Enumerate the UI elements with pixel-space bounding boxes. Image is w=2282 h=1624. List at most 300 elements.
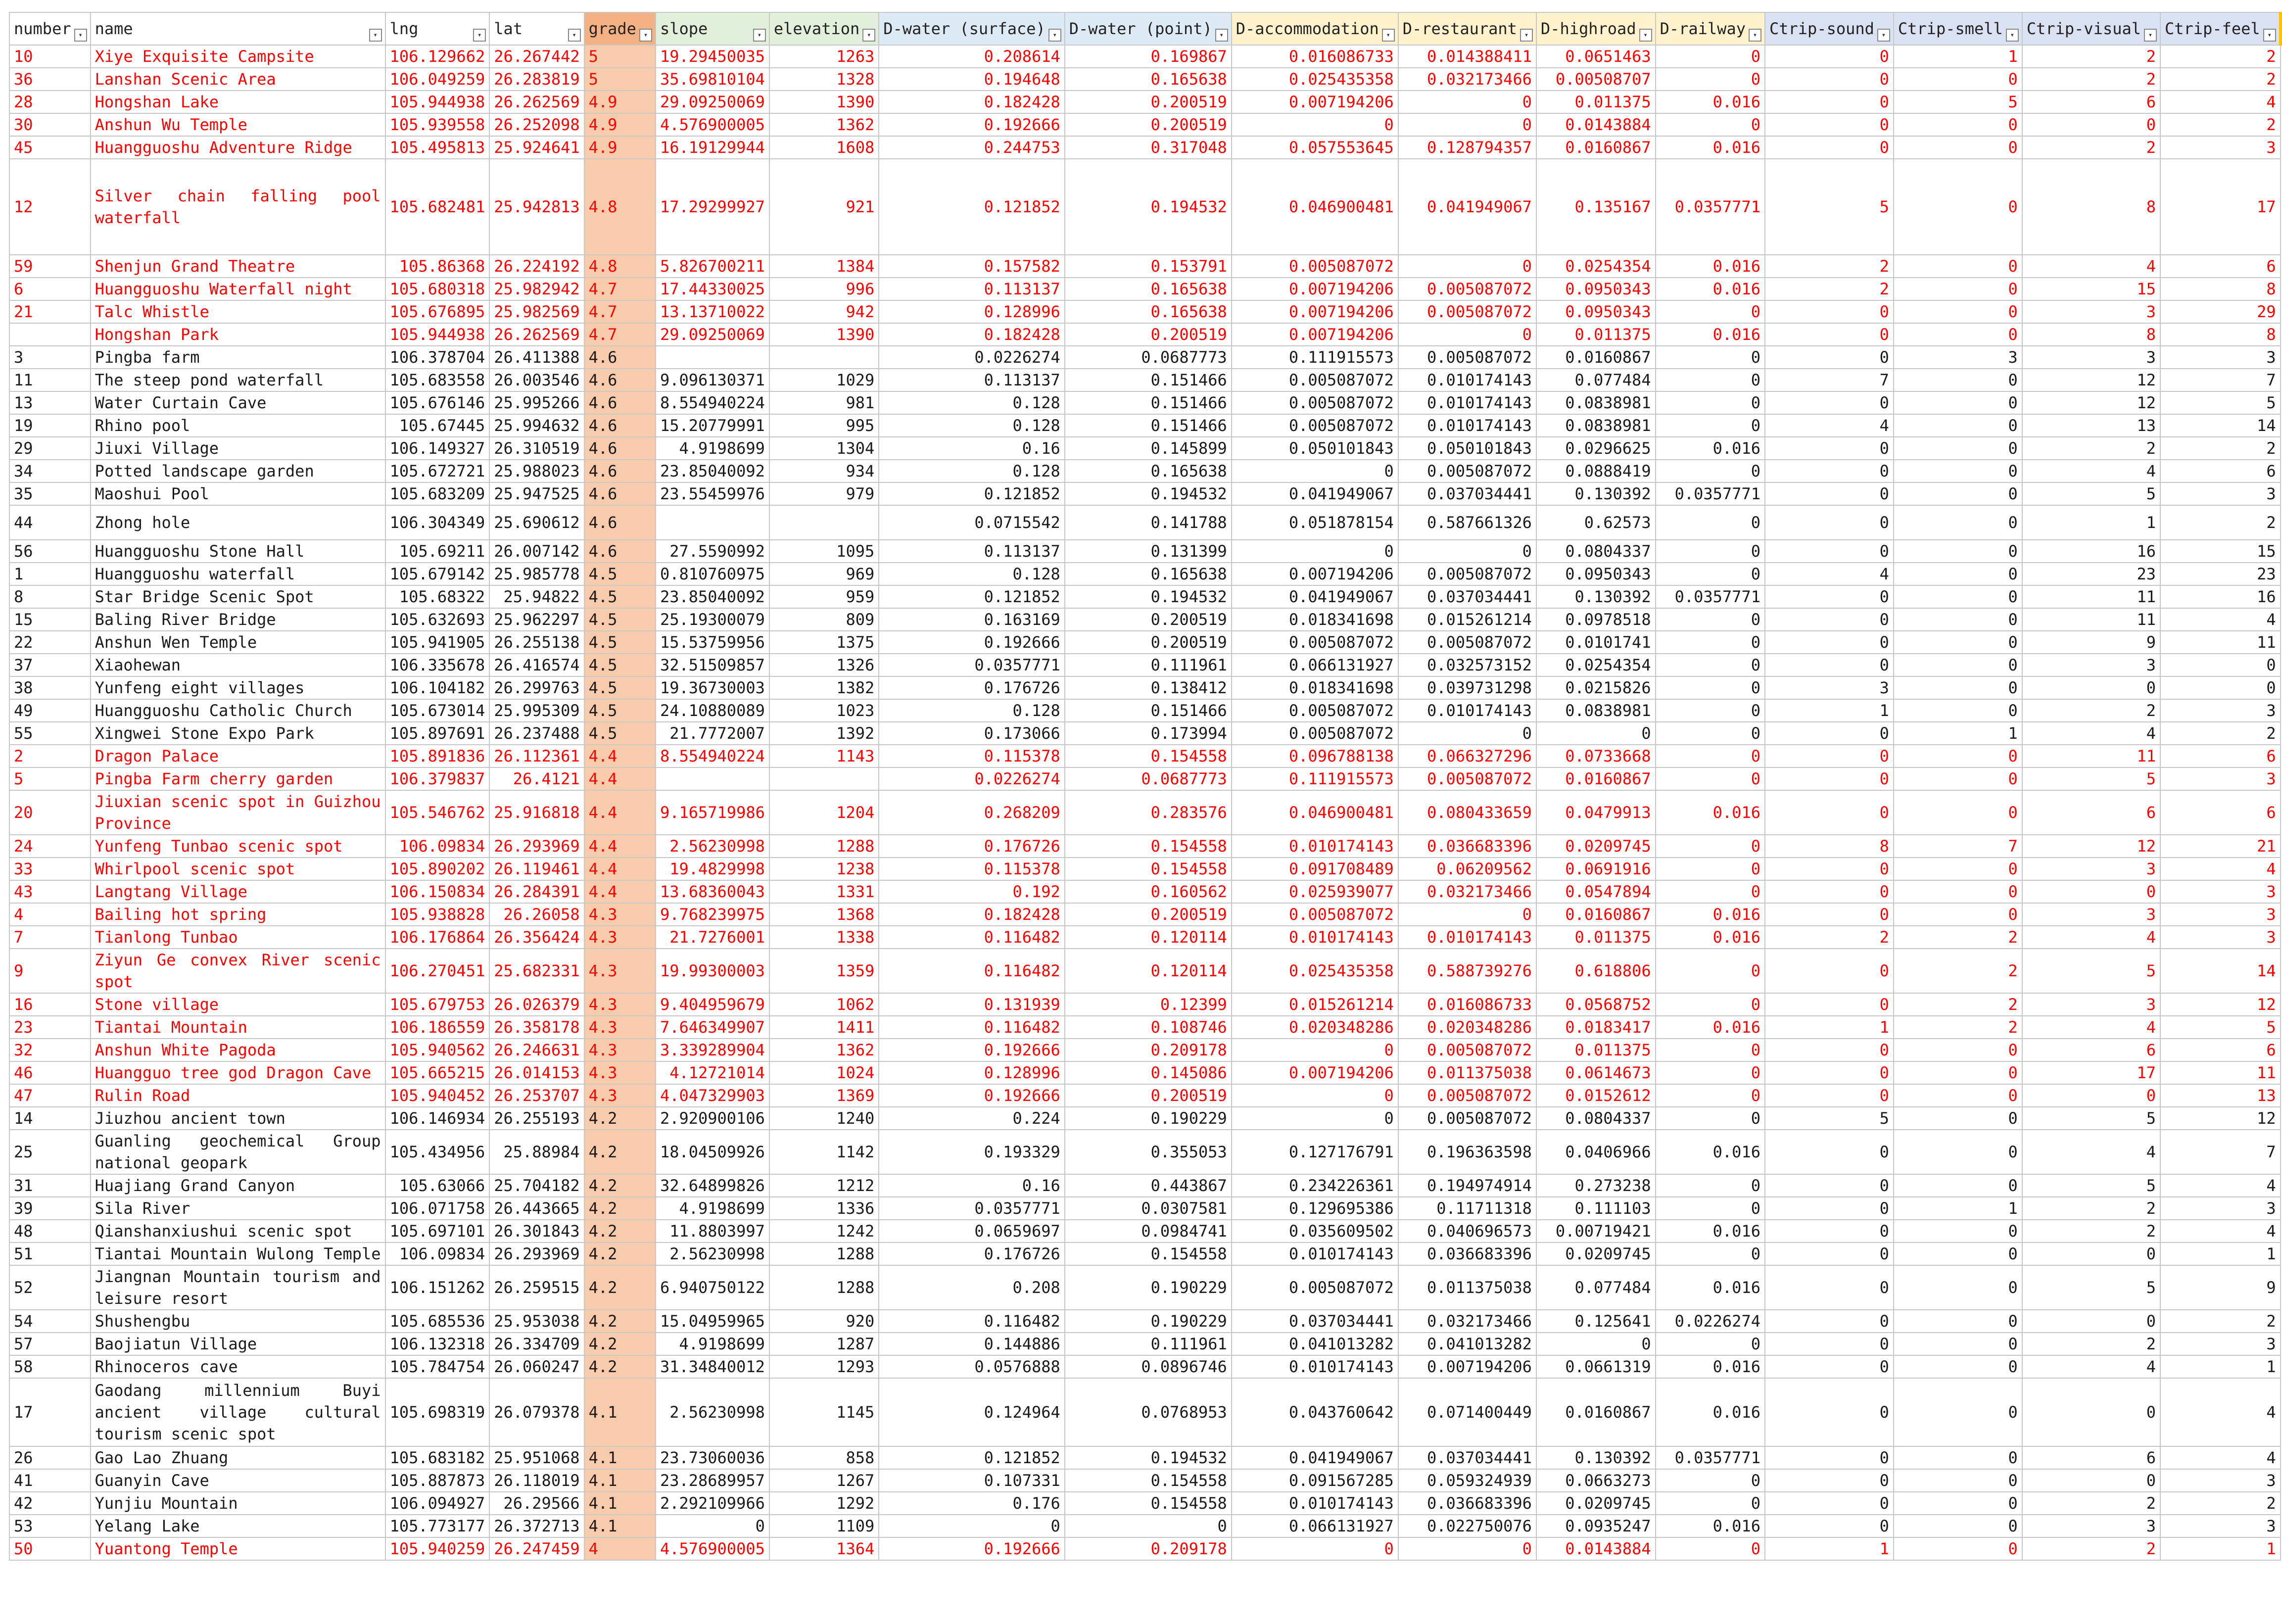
table-cell[interactable]: 0.032173466 — [1398, 880, 1536, 903]
table-cell[interactable]: 0.0160867 — [1536, 1378, 1656, 1446]
filter-dropdown-icon[interactable] — [1048, 29, 1061, 42]
table-cell[interactable]: 0.005087072 — [1398, 631, 1536, 654]
table-cell[interactable]: 0 — [1656, 1061, 1765, 1084]
table-cell[interactable]: 12 — [2022, 391, 2160, 414]
table-cell[interactable]: 0.041949067 — [1232, 1446, 1398, 1469]
table-cell[interactable]: 0.0984741 — [1065, 1220, 1232, 1242]
table-cell[interactable]: 0 — [1765, 460, 1894, 482]
table-cell[interactable]: 7 — [9, 926, 91, 949]
table-cell[interactable]: 0 — [1894, 858, 2022, 880]
table-cell[interactable]: 105.938828 — [385, 903, 490, 926]
table-cell[interactable]: 0.005087072 — [1232, 369, 1398, 391]
table-cell[interactable]: 1 — [2160, 1537, 2281, 1560]
table-cell[interactable]: 0 — [1894, 278, 2022, 300]
table-cell[interactable]: 31 — [9, 1174, 91, 1197]
table-cell[interactable]: 0.111961 — [1065, 654, 1232, 676]
table-cell[interactable]: 26.119461 — [489, 858, 584, 880]
table-cell[interactable]: 4.576900005 — [656, 113, 769, 136]
table-cell[interactable]: 0.032573152 — [1398, 654, 1536, 676]
table-cell[interactable]: 0.115378 — [879, 858, 1065, 880]
table-cell[interactable]: 0 — [1894, 1515, 2022, 1537]
table-cell[interactable]: 11 — [2160, 631, 2281, 654]
table-cell[interactable]: 4.5 — [584, 676, 656, 699]
table-cell[interactable]: 0.194532 — [1065, 1446, 1232, 1469]
table-cell[interactable]: 4.2 — [584, 1242, 656, 1265]
table-cell[interactable]: 0 — [1894, 369, 2022, 391]
table-cell[interactable]: 105.665215 — [385, 1061, 490, 1084]
table-cell[interactable]: 4.3 — [584, 926, 656, 949]
table-cell[interactable]: 0.0296625 — [1536, 437, 1656, 460]
table-cell[interactable]: 0 — [1656, 1107, 1765, 1130]
table-cell[interactable]: 0.0160867 — [1536, 346, 1656, 369]
table-cell[interactable]: 23.73060036 — [656, 1446, 769, 1469]
table-cell[interactable]: 0.037034441 — [1232, 1310, 1398, 1333]
table-cell[interactable]: 5 — [2022, 1107, 2160, 1130]
table-cell[interactable]: 0 — [1765, 346, 1894, 369]
table-cell[interactable]: 0.244753 — [879, 136, 1065, 159]
table-cell[interactable]: 4 — [2022, 460, 2160, 482]
table-cell[interactable]: 7 — [1894, 835, 2022, 858]
table-cell[interactable]: 4.2 — [584, 1333, 656, 1355]
table-cell[interactable]: 0.154558 — [1065, 835, 1232, 858]
table-cell[interactable]: 4.9198699 — [656, 1197, 769, 1220]
table-cell[interactable]: 0 — [1656, 608, 1765, 631]
table-cell[interactable]: 26.246631 — [489, 1039, 584, 1061]
table-cell[interactable]: 0 — [1765, 790, 1894, 835]
table-cell[interactable]: 1288 — [769, 1265, 879, 1310]
table-cell[interactable]: 0.010174143 — [1232, 1242, 1398, 1265]
table-cell[interactable]: 1362 — [769, 1039, 879, 1061]
table-cell[interactable]: 1238 — [769, 858, 879, 880]
table-cell[interactable]: 0.010174143 — [1232, 926, 1398, 949]
table-cell[interactable]: 25.995309 — [489, 699, 584, 722]
table-cell[interactable]: 5 — [2160, 391, 2281, 414]
table-cell[interactable]: Huangguoshu Adventure Ridge — [91, 136, 385, 159]
table-cell[interactable]: 29.09250069 — [656, 91, 769, 113]
table-cell[interactable]: Silver chain falling pool waterfall — [91, 159, 385, 255]
table-cell[interactable]: 17.44330025 — [656, 278, 769, 300]
table-cell[interactable]: Potted landscape garden — [91, 460, 385, 482]
table-cell[interactable]: 19.4829998 — [656, 858, 769, 880]
table-cell[interactable]: 0.154558 — [1065, 745, 1232, 767]
table-cell[interactable]: 0 — [1536, 722, 1656, 745]
table-cell[interactable]: 3 — [2160, 767, 2281, 790]
table-cell[interactable]: 0.194532 — [1065, 159, 1232, 255]
table-cell[interactable]: 1390 — [769, 91, 879, 113]
table-cell[interactable]: 0.011375 — [1536, 323, 1656, 346]
table-cell[interactable]: 105.683182 — [385, 1446, 490, 1469]
column-header[interactable] — [584, 12, 656, 45]
table-cell[interactable]: 0.138412 — [1065, 676, 1232, 699]
table-cell[interactable]: 0.443867 — [1065, 1174, 1232, 1197]
table-cell[interactable]: 0.111915573 — [1232, 767, 1398, 790]
table-cell[interactable]: 21 — [2160, 835, 2281, 858]
table-cell[interactable]: 4 — [1765, 563, 1894, 585]
table-cell[interactable]: 17.29299927 — [656, 159, 769, 255]
table-cell[interactable]: 3 — [2160, 926, 2281, 949]
table-cell[interactable]: 105.698319 — [385, 1378, 490, 1446]
table-cell[interactable]: 106.378704 — [385, 346, 490, 369]
table-cell[interactable]: 19.99300003 — [656, 949, 769, 993]
table-cell[interactable]: 0 — [1398, 540, 1536, 563]
table-cell[interactable]: 0.010174143 — [1232, 835, 1398, 858]
table-cell[interactable]: 1 — [2160, 1355, 2281, 1378]
table-cell[interactable]: 0 — [1765, 68, 1894, 91]
table-cell[interactable]: 9.404959679 — [656, 993, 769, 1016]
table-cell[interactable]: 36 — [9, 68, 91, 91]
table-cell[interactable]: 0 — [1765, 1265, 1894, 1310]
table-cell[interactable]: 4.9 — [584, 113, 656, 136]
filter-dropdown-icon[interactable] — [2006, 29, 2019, 42]
table-cell[interactable]: 0.0663273 — [1536, 1469, 1656, 1492]
table-cell[interactable]: 0 — [1894, 1469, 2022, 1492]
table-cell[interactable]: 0.0978518 — [1536, 608, 1656, 631]
table-cell[interactable]: 3 — [2160, 1469, 2281, 1492]
table-cell[interactable]: 0.0406966 — [1536, 1130, 1656, 1174]
table-cell[interactable]: 0 — [1656, 300, 1765, 323]
table-cell[interactable]: 23 — [2022, 563, 2160, 585]
table-cell[interactable]: 0 — [1765, 949, 1894, 993]
table-cell[interactable]: 0.12399 — [1065, 993, 1232, 1016]
table-cell[interactable]: 26.007142 — [489, 540, 584, 563]
table-cell[interactable]: 1 — [1765, 1016, 1894, 1039]
column-header[interactable] — [1065, 12, 1232, 45]
table-cell[interactable]: 4.6 — [584, 505, 656, 540]
table-cell[interactable]: 26.259515 — [489, 1265, 584, 1310]
table-cell[interactable]: 16 — [2160, 585, 2281, 608]
table-cell[interactable]: 0.0838981 — [1536, 699, 1656, 722]
table-cell[interactable]: Sila River — [91, 1197, 385, 1220]
table-cell[interactable]: 0.005087072 — [1398, 1039, 1536, 1061]
table-cell[interactable]: 15.53759956 — [656, 631, 769, 654]
filter-dropdown-icon[interactable] — [1382, 29, 1395, 42]
table-cell[interactable]: 0 — [1765, 903, 1894, 926]
table-cell[interactable]: 32.64899826 — [656, 1174, 769, 1197]
table-cell[interactable]: 921 — [769, 159, 879, 255]
table-cell[interactable]: 14 — [9, 1107, 91, 1130]
table-cell[interactable]: 0.014388411 — [1398, 45, 1536, 68]
table-cell[interactable]: 0.0691916 — [1536, 858, 1656, 880]
table-cell[interactable]: 1336 — [769, 1197, 879, 1220]
table-cell[interactable]: 1212 — [769, 1174, 879, 1197]
table-cell[interactable]: 995 — [769, 414, 879, 437]
table-cell[interactable]: 0.0209745 — [1536, 1492, 1656, 1515]
table-cell[interactable]: 4 — [2022, 1016, 2160, 1039]
table-cell[interactable]: 0 — [1656, 858, 1765, 880]
table-cell[interactable]: 0 — [879, 1515, 1065, 1537]
table-cell[interactable]: 0.200519 — [1065, 1084, 1232, 1107]
table-cell[interactable] — [656, 505, 769, 540]
table-cell[interactable]: 2 — [1894, 926, 2022, 949]
table-cell[interactable]: 6 — [2022, 790, 2160, 835]
table-cell[interactable]: 2 — [2160, 1492, 2281, 1515]
table-cell[interactable]: Xingwei Stone Expo Park — [91, 722, 385, 745]
table-cell[interactable] — [769, 505, 879, 540]
table-cell[interactable]: 4.1 — [584, 1515, 656, 1537]
table-cell[interactable]: 0 — [1894, 300, 2022, 323]
table-cell[interactable]: 106.335678 — [385, 654, 490, 676]
table-cell[interactable]: 12 — [9, 159, 91, 255]
column-header[interactable] — [1398, 12, 1536, 45]
table-cell[interactable]: 25.94822 — [489, 585, 584, 608]
table-cell[interactable]: 0 — [1232, 1537, 1398, 1560]
table-cell[interactable]: 2 — [2022, 1492, 2160, 1515]
table-cell[interactable]: 0.039731298 — [1398, 676, 1536, 699]
table-cell[interactable]: 2 — [2022, 45, 2160, 68]
table-cell[interactable]: 0.0661319 — [1536, 1355, 1656, 1378]
table-cell[interactable]: 0 — [1894, 1174, 2022, 1197]
table-cell[interactable]: 26.253707 — [489, 1084, 584, 1107]
table-cell[interactable]: 105.773177 — [385, 1515, 490, 1537]
table-cell[interactable]: 3 — [2160, 1197, 2281, 1220]
table-cell[interactable]: 4.6 — [584, 391, 656, 414]
table-cell[interactable]: 0.036683396 — [1398, 1492, 1536, 1515]
table-cell[interactable]: 0.128794357 — [1398, 136, 1536, 159]
table-cell[interactable]: 50 — [9, 1537, 91, 1560]
table-cell[interactable]: 3 — [2160, 1515, 2281, 1537]
table-cell[interactable]: 37 — [9, 654, 91, 676]
table-cell[interactable]: 105.939558 — [385, 113, 490, 136]
table-cell[interactable]: Lanshan Scenic Area — [91, 68, 385, 91]
table-cell[interactable]: 0.005087072 — [1232, 722, 1398, 745]
table-cell[interactable]: 25.690612 — [489, 505, 584, 540]
table-cell[interactable]: 0.0143884 — [1536, 1537, 1656, 1560]
table-cell[interactable]: 17 — [2160, 159, 2281, 255]
table-cell[interactable]: 11 — [9, 369, 91, 391]
table-cell[interactable] — [769, 346, 879, 369]
table-cell[interactable]: 1392 — [769, 722, 879, 745]
table-cell[interactable]: Hongshan Lake — [91, 91, 385, 113]
table-cell[interactable]: 1109 — [769, 1515, 879, 1537]
table-cell[interactable]: Jiuxi Village — [91, 437, 385, 460]
table-cell[interactable]: 0 — [2022, 1378, 2160, 1446]
table-cell[interactable]: 23.55459976 — [656, 482, 769, 505]
table-cell[interactable]: 1023 — [769, 699, 879, 722]
table-cell[interactable]: 0.0576888 — [879, 1355, 1065, 1378]
table-cell[interactable]: 0.016 — [1656, 278, 1765, 300]
table-cell[interactable]: Anshun Wu Temple — [91, 113, 385, 136]
table-cell[interactable]: Yelang Lake — [91, 1515, 385, 1537]
table-cell[interactable]: 4.1 — [584, 1446, 656, 1469]
table-cell[interactable]: 105.495813 — [385, 136, 490, 159]
table-cell[interactable]: 0.007194206 — [1398, 1355, 1536, 1378]
table-cell[interactable]: 4.1 — [584, 1378, 656, 1446]
table-cell[interactable]: 4.4 — [584, 745, 656, 767]
table-cell[interactable]: 0.035609502 — [1232, 1220, 1398, 1242]
table-cell[interactable]: 0.113137 — [879, 278, 1065, 300]
table-cell[interactable]: 0 — [1656, 346, 1765, 369]
table-cell[interactable]: 0.010174143 — [1398, 699, 1536, 722]
table-cell[interactable]: 0.182428 — [879, 903, 1065, 926]
table-cell[interactable]: 29.09250069 — [656, 323, 769, 346]
table-cell[interactable]: 106.186559 — [385, 1016, 490, 1039]
table-cell[interactable]: 9 — [2022, 631, 2160, 654]
table-cell[interactable]: 0.131399 — [1065, 540, 1232, 563]
column-header[interactable] — [2160, 12, 2281, 45]
table-cell[interactable]: 0.194648 — [879, 68, 1065, 91]
table-cell[interactable]: 1287 — [769, 1333, 879, 1355]
table-cell[interactable]: 1362 — [769, 113, 879, 136]
table-cell[interactable]: 0.169867 — [1065, 45, 1232, 68]
table-cell[interactable]: 4.3 — [584, 1016, 656, 1039]
table-cell[interactable]: 0.163169 — [879, 608, 1065, 631]
table-cell[interactable]: 0.046900481 — [1232, 159, 1398, 255]
table-cell[interactable]: 59 — [9, 255, 91, 278]
table-cell[interactable]: 26.416574 — [489, 654, 584, 676]
table-cell[interactable]: 23.85040092 — [656, 460, 769, 482]
table-cell[interactable]: 0.128996 — [879, 300, 1065, 323]
table-cell[interactable]: 0.144886 — [879, 1333, 1065, 1355]
table-cell[interactable]: 106.379837 — [385, 767, 490, 790]
table-cell[interactable]: 0.016 — [1656, 926, 1765, 949]
table-cell[interactable]: 4.3 — [584, 949, 656, 993]
table-cell[interactable]: 106.146934 — [385, 1107, 490, 1130]
table-cell[interactable]: 4 — [2022, 255, 2160, 278]
table-cell[interactable]: 26.237488 — [489, 722, 584, 745]
table-cell[interactable]: 0.160562 — [1065, 880, 1232, 903]
table-cell[interactable]: 0 — [1656, 113, 1765, 136]
table-cell[interactable]: 0 — [1656, 654, 1765, 676]
table-cell[interactable]: 0 — [1765, 540, 1894, 563]
table-cell[interactable]: 6 — [2160, 1039, 2281, 1061]
table-cell[interactable]: 105.940259 — [385, 1537, 490, 1560]
table-cell[interactable]: 0 — [1232, 1084, 1398, 1107]
filter-dropdown-icon[interactable] — [639, 29, 652, 42]
table-cell[interactable]: 0.588739276 — [1398, 949, 1536, 993]
table-cell[interactable]: 105.86368 — [385, 255, 490, 278]
table-cell[interactable]: 4.6 — [584, 437, 656, 460]
table-cell[interactable]: 0 — [1894, 1242, 2022, 1265]
table-cell[interactable]: 0.018341698 — [1232, 676, 1398, 699]
table-cell[interactable]: 25.88984 — [489, 1130, 584, 1174]
table-cell[interactable]: 0.129695386 — [1232, 1197, 1398, 1220]
table-cell[interactable]: 26.284391 — [489, 880, 584, 903]
table-cell[interactable]: 1095 — [769, 540, 879, 563]
table-cell[interactable]: 6 — [9, 278, 91, 300]
table-cell[interactable]: 18.04509926 — [656, 1130, 769, 1174]
table-cell[interactable]: 0.0160867 — [1536, 136, 1656, 159]
table-cell[interactable]: 14 — [2160, 414, 2281, 437]
filter-dropdown-icon[interactable] — [1877, 29, 1890, 42]
table-cell[interactable]: 26.118019 — [489, 1469, 584, 1492]
table-cell[interactable]: 6 — [2160, 255, 2281, 278]
table-cell[interactable]: 0 — [1894, 159, 2022, 255]
table-cell[interactable]: 19 — [9, 414, 91, 437]
table-cell[interactable]: 0.121852 — [879, 1446, 1065, 1469]
table-cell[interactable]: Huangguoshu waterfall — [91, 563, 385, 585]
table-cell[interactable]: 1062 — [769, 993, 879, 1016]
table-cell[interactable]: 15 — [9, 608, 91, 631]
table-cell[interactable]: 4.2 — [584, 1220, 656, 1242]
table-cell[interactable]: 105.680318 — [385, 278, 490, 300]
table-cell[interactable]: 12 — [2160, 1107, 2281, 1130]
table-cell[interactable]: 0.0357771 — [1656, 1446, 1765, 1469]
table-cell[interactable]: 0.234226361 — [1232, 1174, 1398, 1197]
table-cell[interactable]: 2 — [1894, 993, 2022, 1016]
table-cell[interactable]: 58 — [9, 1355, 91, 1378]
column-header[interactable] — [879, 12, 1065, 45]
table-cell[interactable]: 0.005087072 — [1232, 699, 1398, 722]
table-cell[interactable]: 6 — [2022, 91, 2160, 113]
table-cell[interactable]: 0 — [1894, 1310, 2022, 1333]
table-cell[interactable]: 2 — [2022, 68, 2160, 91]
table-cell[interactable]: 0 — [1894, 255, 2022, 278]
filter-dropdown-icon[interactable] — [862, 29, 875, 42]
table-cell[interactable]: 0 — [1656, 45, 1765, 68]
table-cell[interactable]: Stone village — [91, 993, 385, 1016]
table-cell[interactable]: 4.5 — [584, 631, 656, 654]
table-cell[interactable]: 0 — [1894, 136, 2022, 159]
table-cell[interactable]: 4 — [2160, 858, 2281, 880]
table-cell[interactable]: 0 — [1656, 1174, 1765, 1197]
table-cell[interactable]: 9 — [9, 949, 91, 993]
table-cell[interactable]: 2.920900106 — [656, 1107, 769, 1130]
table-cell[interactable]: 1328 — [769, 68, 879, 91]
table-cell[interactable]: 0.0950343 — [1536, 563, 1656, 585]
table-cell[interactable]: 0.016 — [1656, 903, 1765, 926]
table-cell[interactable]: Bailing hot spring — [91, 903, 385, 926]
table-cell[interactable]: 4.1 — [584, 1469, 656, 1492]
table-cell[interactable]: 0.200519 — [1065, 113, 1232, 136]
table-cell[interactable]: 28 — [9, 91, 91, 113]
table-cell[interactable]: 3 — [2022, 654, 2160, 676]
table-cell[interactable]: 0 — [1765, 1310, 1894, 1333]
table-cell[interactable]: Baling River Bridge — [91, 608, 385, 631]
table-cell[interactable]: 0 — [1765, 1469, 1894, 1492]
table-cell[interactable]: Gao Lao Zhuang — [91, 1446, 385, 1469]
table-cell[interactable]: 6.940750122 — [656, 1265, 769, 1310]
table-cell[interactable]: 2 — [2022, 1537, 2160, 1560]
table-cell[interactable]: 13.68360043 — [656, 880, 769, 903]
table-cell[interactable]: 44 — [9, 505, 91, 540]
table-cell[interactable]: 0 — [1894, 540, 2022, 563]
table-cell[interactable]: 1411 — [769, 1016, 879, 1039]
table-cell[interactable]: 5 — [2022, 767, 2160, 790]
table-cell[interactable]: 0.113137 — [879, 540, 1065, 563]
table-cell[interactable]: 15 — [2022, 278, 2160, 300]
table-cell[interactable]: 0 — [1398, 113, 1536, 136]
table-cell[interactable]: 0 — [1765, 1084, 1894, 1107]
table-cell[interactable]: 4.6 — [584, 369, 656, 391]
table-cell[interactable]: 0 — [1232, 1107, 1398, 1130]
table-cell[interactable]: 1 — [1894, 722, 2022, 745]
table-cell[interactable]: 26.255138 — [489, 631, 584, 654]
filter-dropdown-icon[interactable] — [1749, 29, 1761, 42]
table-cell[interactable]: 26.267442 — [489, 45, 584, 68]
table-cell[interactable]: 52 — [9, 1265, 91, 1310]
table-cell[interactable]: 0.007194206 — [1232, 563, 1398, 585]
table-cell[interactable]: 0.032173466 — [1398, 68, 1536, 91]
table-cell[interactable]: 26.358178 — [489, 1016, 584, 1039]
table-cell[interactable]: 0.007194206 — [1232, 278, 1398, 300]
table-cell[interactable]: 0.040696573 — [1398, 1220, 1536, 1242]
table-cell[interactable]: Rhino pool — [91, 414, 385, 437]
table-cell[interactable]: 0.131939 — [879, 993, 1065, 1016]
table-cell[interactable]: 0.025435358 — [1232, 68, 1398, 91]
table-cell[interactable]: 1375 — [769, 631, 879, 654]
table-cell[interactable]: 0 — [2160, 676, 2281, 699]
table-cell[interactable]: 7 — [1765, 369, 1894, 391]
table-cell[interactable]: 0.096788138 — [1232, 745, 1398, 767]
table-cell[interactable]: 0.128996 — [879, 1061, 1065, 1084]
table-cell[interactable]: 0.0479913 — [1536, 790, 1656, 835]
table-cell[interactable]: 25.924641 — [489, 136, 584, 159]
table-cell[interactable]: 3 — [2022, 346, 2160, 369]
table-cell[interactable]: 0.050101843 — [1232, 437, 1398, 460]
table-cell[interactable]: 105.682481 — [385, 159, 490, 255]
table-cell[interactable]: 4.3 — [584, 903, 656, 926]
table-cell[interactable]: 0 — [1656, 880, 1765, 903]
